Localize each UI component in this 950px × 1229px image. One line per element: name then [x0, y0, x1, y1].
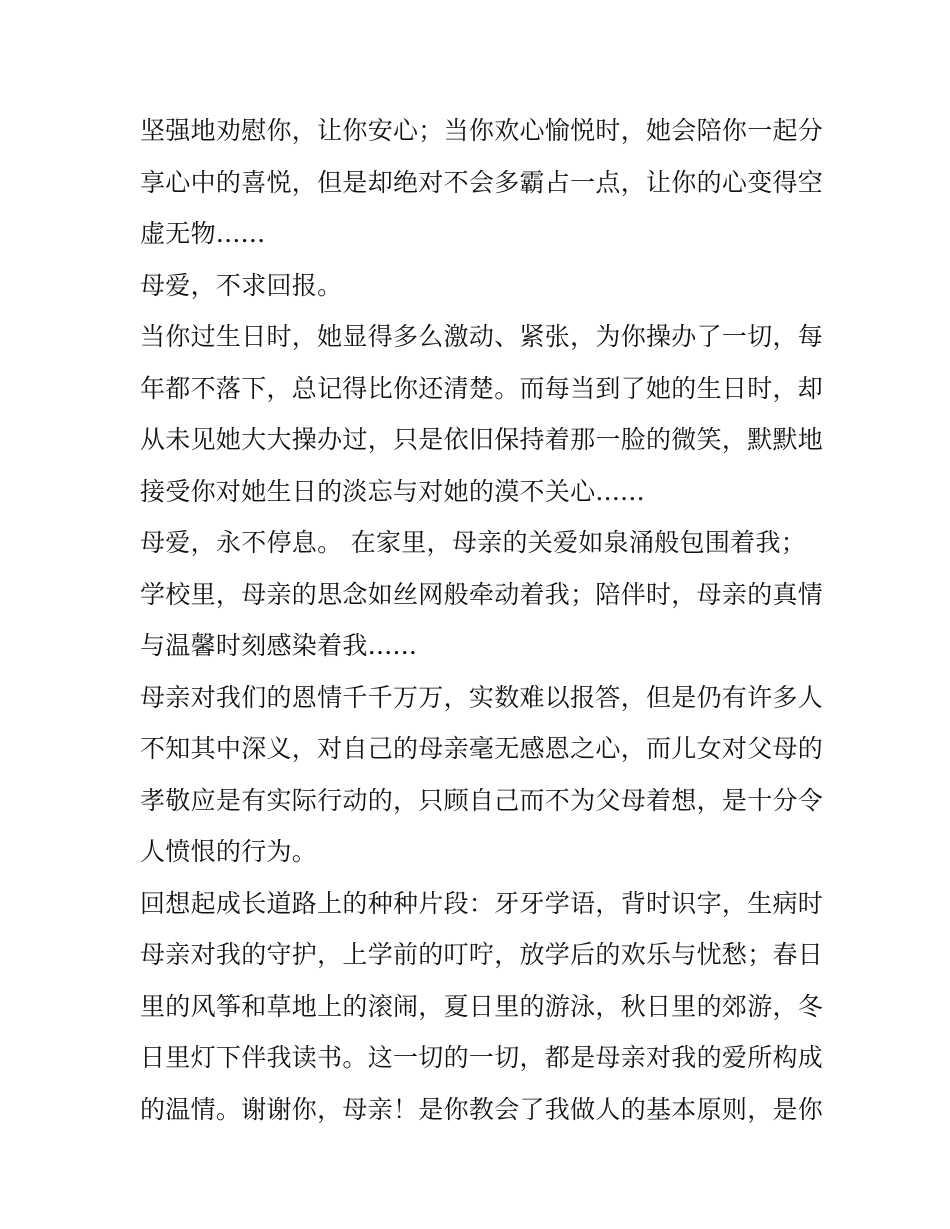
text-line: 当你过生日时，她显得多么激动、紧张，为你操办了一切，每 [140, 322, 824, 351]
text-line: 母爱，永不停息。 在家里，母亲的关爱如泉涌般包围着我； [140, 528, 807, 557]
text-line: 虚无物...... [140, 219, 266, 248]
text-line: 母亲对我们的恩情千千万万，实数难以报答，但是仍有许多人 [140, 682, 824, 712]
text-line: 享心中的喜悦，但是却绝对不会多霸占一点，让你的心变得空 [140, 167, 824, 197]
text-line: 母亲对我的守护，上学前的叮咛，放学后的欢乐与忧愁；春日 [140, 940, 824, 969]
text-line: 母爱，不求回报。 [140, 270, 343, 300]
text-line: 坚强地劝慰你，让你安心；当你欢心愉悦时，她会陪你一起分 [140, 116, 824, 145]
document-body [140, 105, 824, 1135]
text-line: 与温馨时刻感染着我...... [140, 631, 418, 660]
text-line: 里的风筝和草地上的滚闹，夏日里的游泳，秋日里的郊游，冬 [140, 991, 824, 1021]
text-line: 孝敬应是有实际行动的，只顾自己而不为父母着想，是十分令 [140, 785, 824, 815]
text-line: 人愤恨的行为。 [140, 837, 318, 866]
text-line: 年都不落下，总记得比你还清楚。而每当到了她的生日时，却 [140, 373, 824, 403]
text-line: 接受你对她生日的淡忘与对她的漠不关心...... [140, 476, 645, 506]
text-line: 日里灯下伴我读书。这一切的一切，都是母亲对我的爱所构成 [140, 1043, 824, 1072]
text-line: 学校里，母亲的思念如丝网般牵动着我；陪伴时，母亲的真情 [140, 579, 824, 609]
text-line: 不知其中深义，对自己的母亲毫无感恩之心，而儿女对父母的 [140, 734, 824, 763]
text-line: 回想起成长道路上的种种片段：牙牙学语，背时识字，生病时 [140, 888, 824, 918]
text-line: 的温情。谢谢你，母亲！是你教会了我做人的基本原则，是你 [140, 1094, 824, 1124]
text-line: 从未见她大大操办过，只是依旧保持着那一脸的微笑，默默地 [140, 425, 824, 454]
